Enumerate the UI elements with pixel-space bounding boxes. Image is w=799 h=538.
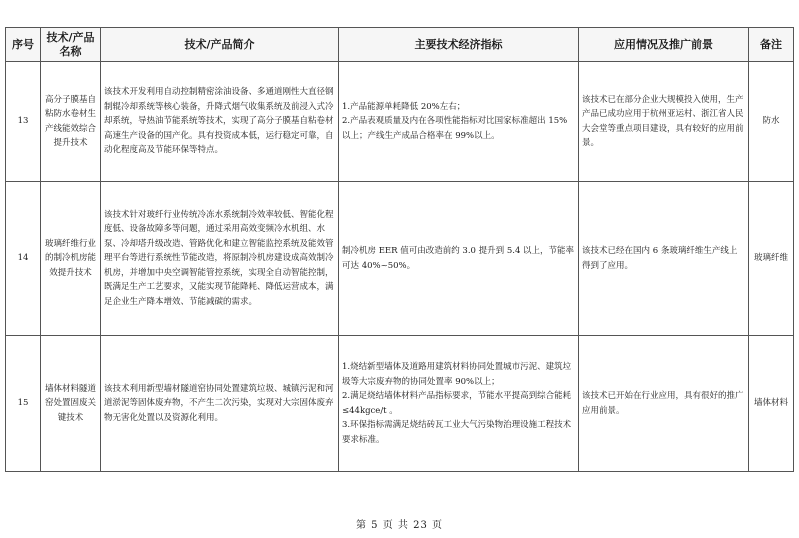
table-row (6, 62, 794, 182)
technology-table (5, 27, 794, 472)
indicator-line: 1.产品能源单耗降低 20%左右； (342, 101, 466, 112)
row-remark: 墙体材料 (749, 336, 794, 472)
row-name: 玻璃纤维行业的制冷机房能效提升技术 (41, 182, 101, 336)
indicator-line: 3.环保指标需满足烧结砖瓦工业大气污染物治理设施工程技术要求标准。 (342, 420, 572, 445)
header-remark: 备注 (749, 28, 794, 62)
indicator-line: 2.产品表观质量及内在各项性能指标对比国家标准超出 15%以上；产线生产成品合格率在 99%以上。 (342, 116, 568, 141)
row-remark: 玻璃纤维 (749, 182, 794, 336)
row-intro: 该技术开发利用自动控制精密涂油设备、多通道刚性大直径钢制辊冷却系统等核心装备，升降式烟气收集系统及前浸入式冷却系统，导热油节能系统等技术，实现了高分子膜基自粘卷材高速生产设备的国产化。具有投资成本低，运行稳定可靠，自动化程度高及节能环保等特点。 (101, 62, 339, 182)
row-name: 墙体材料隧道窑处置固废关键技术 (41, 336, 101, 472)
row-indicators (339, 182, 579, 336)
row-seq: 13 (6, 62, 41, 182)
header-application: 应用情况及推广前景 (579, 28, 749, 62)
row-intro: 该技术利用新型墙材隧道窑协同处置建筑垃圾、城镇污泥和河道淤泥等固体废弃物，不产生二次污染，实现对大宗固体废弃物无害化处置以及资源化利用。 (101, 336, 339, 472)
row-indicators (339, 62, 579, 182)
page-footer: 第 5 页 共 23 页 (356, 520, 443, 531)
header-name: 技术/产品名称 (41, 28, 101, 62)
row-application: 该技术已经在国内 6 条玻璃纤维生产线上得到了应用。 (579, 182, 749, 336)
indicator-line: 1.烧结新型墙体及道路用建筑材料协同处置城市污泥、建筑垃圾等大宗废弃物的协同处置率 90%以上； (342, 362, 572, 387)
header-seq: 序号 (6, 28, 41, 62)
table-row (6, 182, 794, 336)
row-application: 该技术已在部分企业大规模投入使用，生产产品已成功应用于杭州亚运村、浙江省人民大会堂等重点项目建设，具有较好的应用前景。 (579, 62, 749, 182)
row-application: 该技术已开始在行业应用，具有很好的推广应用前景。 (579, 336, 749, 472)
row-intro: 该技术针对玻纤行业传统冷冻水系统制冷效率较低、智能化程度低、设备故障多等问题，通过采用高效变频冷水机组、水泵、冷却塔升级改造、管路优化和建立智能监控系统及能效管理平台等进行系统性节能改造，将原制冷机房建设成高效制冷机房，并增加中央空调智能管控系统，实现全自动智能控制，既满足生产工艺要求，又能实现节能降耗、降低运营成本，满足企业生产降本增效、节能减碳的需求。 (101, 182, 339, 336)
row-seq: 14 (6, 182, 41, 336)
indicator-line: 2.满足烧结墙体材料产品指标要求，节能水平提高到综合能耗 ≤44kgce/t 。 (342, 391, 572, 416)
table-row (6, 336, 794, 472)
header-indicators: 主要技术经济指标 (339, 28, 579, 62)
indicator-line: 制冷机房 EER 值可由改造前约 3.0 提升到 5.4 以上，节能率可达 40%~50%。 (342, 246, 575, 271)
table-header-row (6, 28, 794, 62)
header-intro: 技术/产品简介 (101, 28, 339, 62)
row-remark: 防水 (749, 62, 794, 182)
row-indicators (339, 336, 579, 472)
row-name: 高分子膜基自粘防水卷材生产线能效综合提升技术 (41, 62, 101, 182)
row-seq: 15 (6, 336, 41, 472)
